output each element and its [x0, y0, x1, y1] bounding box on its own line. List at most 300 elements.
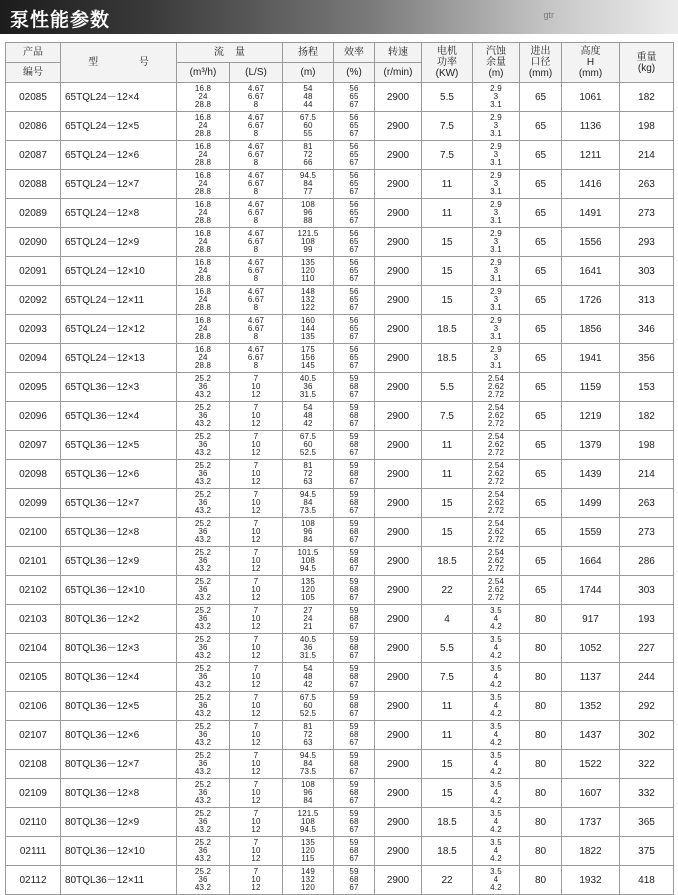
speed-value: 2900 [375, 866, 422, 895]
npsh-values: 2.9 3 3.1 [473, 170, 520, 199]
flow-ls-values: 4.67 6.67 8 [230, 344, 283, 373]
efficiency-values: 59 68 67 [334, 373, 375, 402]
port-diameter-value: 80 [520, 663, 562, 692]
height-value: 1664 [562, 547, 620, 576]
product-code: 02090 [6, 228, 61, 257]
npsh-values: 3.5 4 4.2 [473, 663, 520, 692]
flow-ls-values: 7 10 12 [230, 576, 283, 605]
model-number: 80TQL36－12×11 [61, 866, 177, 895]
product-code: 02094 [6, 344, 61, 373]
product-code: 02107 [6, 721, 61, 750]
flow-ls-values: 7 10 12 [230, 402, 283, 431]
port-diameter-value: 65 [520, 489, 562, 518]
npsh-values: 2.9 3 3.1 [473, 83, 520, 112]
flow-m3h-values: 16.8 24 28.8 [177, 141, 230, 170]
npsh-values: 2.9 3 3.1 [473, 257, 520, 286]
head-values: 27 24 21 [283, 605, 334, 634]
efficiency-values: 59 68 67 [334, 750, 375, 779]
product-code: 02089 [6, 199, 61, 228]
port-diameter-value: 80 [520, 692, 562, 721]
height-value: 1159 [562, 373, 620, 402]
motor-power-value: 4 [422, 605, 473, 634]
flow-ls-values: 7 10 12 [230, 489, 283, 518]
npsh-values: 3.5 4 4.2 [473, 779, 520, 808]
product-code: 02088 [6, 170, 61, 199]
height-value: 1499 [562, 489, 620, 518]
table-row [6, 373, 674, 402]
weight-value: 214 [620, 141, 674, 170]
motor-power-value: 18.5 [422, 344, 473, 373]
port-diameter-value: 65 [520, 112, 562, 141]
motor-power-value: 15 [422, 228, 473, 257]
model-number: 65TQL24－12×7 [61, 170, 177, 199]
product-code: 02111 [6, 837, 61, 866]
motor-power-value: 5.5 [422, 634, 473, 663]
flow-m3h-values: 16.8 24 28.8 [177, 112, 230, 141]
motor-power-value: 15 [422, 286, 473, 315]
port-diameter-value: 65 [520, 344, 562, 373]
table-row [6, 83, 674, 112]
height-value: 1641 [562, 257, 620, 286]
efficiency-values: 59 68 67 [334, 837, 375, 866]
table-row [6, 460, 674, 489]
npsh-values: 3.5 4 4.2 [473, 750, 520, 779]
header-speed-unit: (r/min) [375, 63, 422, 83]
model-number: 80TQL36－12×7 [61, 750, 177, 779]
table-body [6, 83, 674, 895]
table-row [6, 315, 674, 344]
speed-value: 2900 [375, 199, 422, 228]
weight-value: 263 [620, 489, 674, 518]
npsh-values: 2.54 2.62 2.72 [473, 373, 520, 402]
height-value: 1439 [562, 460, 620, 489]
head-values: 94.5 84 73.5 [283, 489, 334, 518]
flow-ls-values: 7 10 12 [230, 808, 283, 837]
flow-m3h-values: 25.2 36 43.2 [177, 837, 230, 866]
speed-value: 2900 [375, 460, 422, 489]
header-speed: 转速 [375, 43, 422, 63]
flow-m3h-values: 25.2 36 43.2 [177, 373, 230, 402]
npsh-values: 3.5 4 4.2 [473, 866, 520, 895]
weight-value: 198 [620, 112, 674, 141]
motor-power-value: 5.5 [422, 373, 473, 402]
port-diameter-value: 65 [520, 141, 562, 170]
model-number: 80TQL36－12×5 [61, 692, 177, 721]
flow-ls-values: 7 10 12 [230, 866, 283, 895]
flow-m3h-values: 25.2 36 43.2 [177, 431, 230, 460]
model-number: 65TQL24－12×4 [61, 83, 177, 112]
port-diameter-value: 65 [520, 83, 562, 112]
product-code: 02106 [6, 692, 61, 721]
motor-power-value: 15 [422, 489, 473, 518]
table-row [6, 199, 674, 228]
product-code: 02104 [6, 634, 61, 663]
weight-value: 193 [620, 605, 674, 634]
port-diameter-value: 80 [520, 837, 562, 866]
head-values: 149 132 120 [283, 866, 334, 895]
table-row [6, 750, 674, 779]
flow-m3h-values: 16.8 24 28.8 [177, 228, 230, 257]
flow-m3h-values: 25.2 36 43.2 [177, 605, 230, 634]
head-values: 121.5 108 99 [283, 228, 334, 257]
efficiency-values: 59 68 67 [334, 547, 375, 576]
model-number: 65TQL36－12×7 [61, 489, 177, 518]
model-number: 80TQL36－12×3 [61, 634, 177, 663]
flow-ls-values: 7 10 12 [230, 373, 283, 402]
flow-m3h-values: 16.8 24 28.8 [177, 286, 230, 315]
speed-value: 2900 [375, 344, 422, 373]
flow-ls-values: 4.67 6.67 8 [230, 83, 283, 112]
flow-m3h-values: 16.8 24 28.8 [177, 344, 230, 373]
npsh-values: 2.54 2.62 2.72 [473, 547, 520, 576]
height-value: 1352 [562, 692, 620, 721]
flow-m3h-values: 25.2 36 43.2 [177, 721, 230, 750]
speed-value: 2900 [375, 402, 422, 431]
motor-power-value: 5.5 [422, 83, 473, 112]
speed-value: 2900 [375, 83, 422, 112]
table-row [6, 286, 674, 315]
table-header [6, 43, 674, 83]
head-values: 67.5 60 55 [283, 112, 334, 141]
product-code: 02093 [6, 315, 61, 344]
title-banner [0, 0, 678, 34]
motor-power-value: 18.5 [422, 315, 473, 344]
port-diameter-value: 80 [520, 866, 562, 895]
model-number: 65TQL24－12×13 [61, 344, 177, 373]
npsh-values: 3.5 4 4.2 [473, 634, 520, 663]
table-row [6, 257, 674, 286]
height-value: 1137 [562, 663, 620, 692]
product-code: 02085 [6, 83, 61, 112]
npsh-values: 2.54 2.62 2.72 [473, 576, 520, 605]
efficiency-values: 59 68 67 [334, 431, 375, 460]
header-npsh: 汽蚀 余量 (m) [473, 43, 520, 83]
flow-ls-values: 7 10 12 [230, 837, 283, 866]
header-code: 产品 [6, 43, 61, 63]
table-row [6, 866, 674, 895]
model-number: 65TQL24－12×8 [61, 199, 177, 228]
head-values: 108 96 88 [283, 199, 334, 228]
efficiency-values: 59 68 67 [334, 402, 375, 431]
product-code: 02100 [6, 518, 61, 547]
efficiency-values: 56 65 67 [334, 83, 375, 112]
npsh-values: 2.54 2.62 2.72 [473, 518, 520, 547]
speed-value: 2900 [375, 605, 422, 634]
product-code: 02102 [6, 576, 61, 605]
table-row [6, 692, 674, 721]
weight-value: 365 [620, 808, 674, 837]
weight-value: 375 [620, 837, 674, 866]
table-row [6, 344, 674, 373]
head-values: 148 132 122 [283, 286, 334, 315]
head-values: 40.5 36 31.5 [283, 373, 334, 402]
head-values: 81 72 63 [283, 721, 334, 750]
height-value: 1522 [562, 750, 620, 779]
motor-power-value: 7.5 [422, 663, 473, 692]
port-diameter-value: 65 [520, 373, 562, 402]
height-value: 1607 [562, 779, 620, 808]
header-weight: 重量 (kg) [620, 43, 674, 83]
product-code: 02087 [6, 141, 61, 170]
efficiency-values: 56 65 67 [334, 257, 375, 286]
efficiency-values: 59 68 67 [334, 489, 375, 518]
efficiency-values: 59 68 67 [334, 721, 375, 750]
motor-power-value: 22 [422, 576, 473, 605]
port-diameter-value: 65 [520, 228, 562, 257]
flow-m3h-values: 25.2 36 43.2 [177, 634, 230, 663]
head-values: 94.5 84 77 [283, 170, 334, 199]
head-values: 54 48 44 [283, 83, 334, 112]
weight-value: 227 [620, 634, 674, 663]
flow-ls-values: 4.67 6.67 8 [230, 228, 283, 257]
product-code: 02098 [6, 460, 61, 489]
height-value: 1559 [562, 518, 620, 547]
efficiency-values: 56 65 67 [334, 315, 375, 344]
flow-m3h-values: 16.8 24 28.8 [177, 83, 230, 112]
table-row [6, 518, 674, 547]
model-number: 65TQL24－12×6 [61, 141, 177, 170]
weight-value: 322 [620, 750, 674, 779]
product-code: 02096 [6, 402, 61, 431]
table-row [6, 779, 674, 808]
speed-value: 2900 [375, 373, 422, 402]
product-code: 02091 [6, 257, 61, 286]
flow-ls-values: 7 10 12 [230, 663, 283, 692]
efficiency-values: 59 68 67 [334, 518, 375, 547]
product-code: 02092 [6, 286, 61, 315]
model-number: 65TQL36－12×4 [61, 402, 177, 431]
speed-value: 2900 [375, 431, 422, 460]
weight-value: 182 [620, 83, 674, 112]
height-value: 1219 [562, 402, 620, 431]
product-code: 02110 [6, 808, 61, 837]
weight-value: 302 [620, 721, 674, 750]
weight-value: 313 [620, 286, 674, 315]
motor-power-value: 7.5 [422, 141, 473, 170]
npsh-values: 2.54 2.62 2.72 [473, 489, 520, 518]
speed-value: 2900 [375, 692, 422, 721]
height-value: 1737 [562, 808, 620, 837]
efficiency-values: 56 65 67 [334, 170, 375, 199]
port-diameter-value: 80 [520, 779, 562, 808]
npsh-values: 2.9 3 3.1 [473, 199, 520, 228]
height-value: 1437 [562, 721, 620, 750]
port-diameter-value: 65 [520, 547, 562, 576]
head-values: 135 120 105 [283, 576, 334, 605]
flow-ls-values: 4.67 6.67 8 [230, 286, 283, 315]
flow-m3h-values: 25.2 36 43.2 [177, 663, 230, 692]
head-values: 135 120 110 [283, 257, 334, 286]
port-diameter-value: 65 [520, 460, 562, 489]
motor-power-value: 11 [422, 170, 473, 199]
efficiency-values: 56 65 67 [334, 228, 375, 257]
efficiency-values: 59 68 67 [334, 663, 375, 692]
efficiency-values: 59 68 67 [334, 605, 375, 634]
speed-value: 2900 [375, 257, 422, 286]
weight-value: 263 [620, 170, 674, 199]
head-values: 160 144 135 [283, 315, 334, 344]
flow-ls-values: 4.67 6.67 8 [230, 257, 283, 286]
flow-ls-values: 7 10 12 [230, 692, 283, 721]
model-number: 65TQL36－12×3 [61, 373, 177, 402]
speed-value: 2900 [375, 112, 422, 141]
port-diameter-value: 80 [520, 721, 562, 750]
header-port: 进出 口径 (mm) [520, 43, 562, 83]
efficiency-values: 56 65 67 [334, 141, 375, 170]
height-value: 1379 [562, 431, 620, 460]
flow-ls-values: 7 10 12 [230, 518, 283, 547]
efficiency-values: 56 65 67 [334, 112, 375, 141]
motor-power-value: 15 [422, 518, 473, 547]
weight-value: 303 [620, 576, 674, 605]
flow-ls-values: 4.67 6.67 8 [230, 141, 283, 170]
speed-value: 2900 [375, 750, 422, 779]
height-value: 1061 [562, 83, 620, 112]
efficiency-values: 59 68 67 [334, 460, 375, 489]
port-diameter-value: 65 [520, 170, 562, 199]
weight-value: 244 [620, 663, 674, 692]
flow-m3h-values: 25.2 36 43.2 [177, 779, 230, 808]
flow-m3h-values: 16.8 24 28.8 [177, 315, 230, 344]
flow-m3h-values: 16.8 24 28.8 [177, 257, 230, 286]
motor-power-value: 15 [422, 257, 473, 286]
weight-value: 303 [620, 257, 674, 286]
page-title: 泵性能参数 [10, 9, 111, 31]
weight-value: 153 [620, 373, 674, 402]
height-value: 1491 [562, 199, 620, 228]
speed-value: 2900 [375, 518, 422, 547]
port-diameter-value: 65 [520, 286, 562, 315]
motor-power-value: 15 [422, 750, 473, 779]
head-values: 67.5 60 52.5 [283, 692, 334, 721]
model-number: 65TQL36－12×9 [61, 547, 177, 576]
speed-value: 2900 [375, 837, 422, 866]
flow-ls-values: 4.67 6.67 8 [230, 170, 283, 199]
speed-value: 2900 [375, 779, 422, 808]
model-number: 80TQL36－12×8 [61, 779, 177, 808]
height-value: 1556 [562, 228, 620, 257]
speed-value: 2900 [375, 547, 422, 576]
speed-value: 2900 [375, 808, 422, 837]
head-values: 135 120 115 [283, 837, 334, 866]
table-row [6, 141, 674, 170]
height-value: 917 [562, 605, 620, 634]
motor-power-value: 18.5 [422, 547, 473, 576]
head-values: 108 96 84 [283, 518, 334, 547]
header-efficiency: 效率 [334, 43, 375, 63]
table-row [6, 489, 674, 518]
head-values: 94.5 84 73.5 [283, 750, 334, 779]
speed-value: 2900 [375, 489, 422, 518]
efficiency-values: 59 68 67 [334, 866, 375, 895]
table-row [6, 721, 674, 750]
flow-m3h-values: 25.2 36 43.2 [177, 808, 230, 837]
header-flow: 流 量 [177, 43, 283, 63]
head-values: 81 72 63 [283, 460, 334, 489]
flow-ls-values: 7 10 12 [230, 431, 283, 460]
table-row [6, 663, 674, 692]
table-row [6, 431, 674, 460]
table-row [6, 576, 674, 605]
motor-power-value: 15 [422, 779, 473, 808]
efficiency-values: 59 68 67 [334, 692, 375, 721]
corner-mark: gtr [543, 10, 554, 20]
model-number: 65TQL36－12×5 [61, 431, 177, 460]
flow-m3h-values: 16.8 24 28.8 [177, 199, 230, 228]
motor-power-value: 11 [422, 431, 473, 460]
motor-power-value: 11 [422, 460, 473, 489]
product-code: 02108 [6, 750, 61, 779]
model-number: 65TQL24－12×11 [61, 286, 177, 315]
product-code: 02086 [6, 112, 61, 141]
efficiency-values: 59 68 67 [334, 576, 375, 605]
port-diameter-value: 80 [520, 605, 562, 634]
motor-power-value: 7.5 [422, 112, 473, 141]
speed-value: 2900 [375, 576, 422, 605]
flow-m3h-values: 25.2 36 43.2 [177, 866, 230, 895]
height-value: 1416 [562, 170, 620, 199]
performance-table-wrap [5, 42, 673, 895]
flow-m3h-values: 25.2 36 43.2 [177, 518, 230, 547]
weight-value: 292 [620, 692, 674, 721]
product-code: 02112 [6, 866, 61, 895]
port-diameter-value: 65 [520, 257, 562, 286]
model-number: 65TQL24－12×12 [61, 315, 177, 344]
efficiency-values: 59 68 67 [334, 779, 375, 808]
flow-m3h-values: 25.2 36 43.2 [177, 402, 230, 431]
header-eff-unit: (%) [334, 63, 375, 83]
motor-power-value: 11 [422, 721, 473, 750]
efficiency-values: 56 65 67 [334, 344, 375, 373]
product-code: 02095 [6, 373, 61, 402]
head-values: 101.5 108 94.5 [283, 547, 334, 576]
head-values: 54 48 42 [283, 663, 334, 692]
npsh-values: 3.5 4 4.2 [473, 721, 520, 750]
header-flow-ls: (L/S) [230, 63, 283, 83]
model-number: 80TQL36－12×10 [61, 837, 177, 866]
flow-m3h-values: 25.2 36 43.2 [177, 576, 230, 605]
table-row [6, 402, 674, 431]
height-value: 1941 [562, 344, 620, 373]
npsh-values: 3.5 4 4.2 [473, 837, 520, 866]
npsh-values: 2.9 3 3.1 [473, 344, 520, 373]
efficiency-values: 59 68 67 [334, 634, 375, 663]
flow-m3h-values: 25.2 36 43.2 [177, 547, 230, 576]
motor-power-value: 18.5 [422, 808, 473, 837]
height-value: 1932 [562, 866, 620, 895]
flow-ls-values: 7 10 12 [230, 721, 283, 750]
header-height: 高度 H (mm) [562, 43, 620, 83]
weight-value: 346 [620, 315, 674, 344]
motor-power-value: 18.5 [422, 837, 473, 866]
npsh-values: 2.9 3 3.1 [473, 112, 520, 141]
model-number: 80TQL36－12×4 [61, 663, 177, 692]
height-value: 1211 [562, 141, 620, 170]
flow-ls-values: 7 10 12 [230, 460, 283, 489]
port-diameter-value: 65 [520, 431, 562, 460]
table-row [6, 547, 674, 576]
model-number: 65TQL24－12×5 [61, 112, 177, 141]
weight-value: 418 [620, 866, 674, 895]
weight-value: 356 [620, 344, 674, 373]
flow-ls-values: 7 10 12 [230, 547, 283, 576]
product-code: 02103 [6, 605, 61, 634]
product-code: 02097 [6, 431, 61, 460]
model-number: 65TQL24－12×10 [61, 257, 177, 286]
product-code: 02101 [6, 547, 61, 576]
weight-value: 293 [620, 228, 674, 257]
performance-table [5, 42, 674, 895]
